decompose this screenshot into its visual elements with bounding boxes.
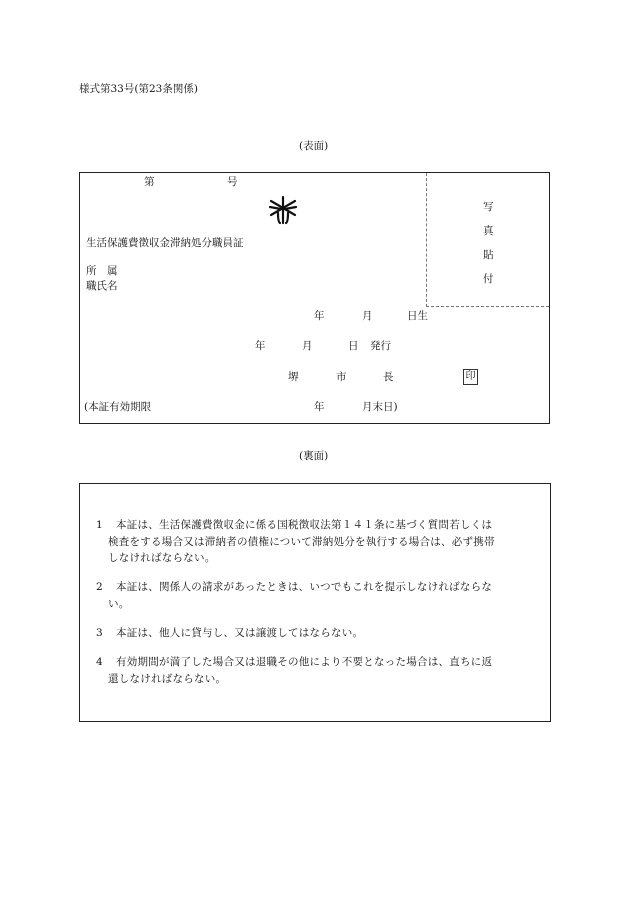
photo-label-char: 真 xyxy=(483,225,494,237)
notice-item-3 xyxy=(96,625,541,642)
validity-prefix: (本証有効期限 xyxy=(84,401,152,413)
item-number: 1 xyxy=(96,519,103,531)
item-text: 検査をする場合又は滞納者の債権について滞納処分を執行する場合は、必ず携帯 xyxy=(108,535,495,548)
issue-day: 日 xyxy=(348,340,359,352)
notice-item-1 xyxy=(96,517,541,567)
issuer-char: 長 xyxy=(383,371,394,383)
photo-label-char: 写 xyxy=(483,201,494,213)
item-number: 2 xyxy=(96,581,103,593)
issuer-char: 堺 xyxy=(288,371,299,383)
item-number: 3 xyxy=(96,627,103,639)
name-label: 職氏名 xyxy=(86,280,118,292)
form-title: 様式第33号(第23条関係) xyxy=(79,83,198,95)
affiliation-label: 所 属 xyxy=(86,265,118,277)
item-text: 本証は、他人に貸与し、又は譲渡してはならない。 xyxy=(116,627,364,639)
city-emblem-icon xyxy=(268,195,298,225)
number-prefix: 第 xyxy=(144,176,155,188)
notice-item-2 xyxy=(96,579,541,612)
birth-month: 月 xyxy=(362,310,373,322)
issue-suffix: 発行 xyxy=(370,340,391,352)
photo-label-char: 付 xyxy=(483,273,494,285)
item-text: 還しなければならない。 xyxy=(108,672,227,685)
item-text: しなければならない。 xyxy=(108,552,216,564)
birth-year: 年 xyxy=(314,310,325,322)
photo-area xyxy=(426,173,549,307)
back-side-label: (裏面) xyxy=(299,450,329,462)
validity-month: 月末日) xyxy=(362,401,398,413)
notice-item-4 xyxy=(96,654,541,687)
id-card-front xyxy=(79,172,550,424)
item-text: 有効期間が満了した場合又は退職その他により不要となった場合は、直ちに返 xyxy=(116,656,493,668)
birth-day: 日生 xyxy=(407,310,428,322)
card-title: 生活保護費徴収金滞納処分職員証 xyxy=(86,237,244,249)
issue-month: 月 xyxy=(302,340,313,352)
front-side-label: (表面) xyxy=(299,140,329,152)
issue-year: 年 xyxy=(255,340,266,352)
item-number: 4 xyxy=(96,656,103,668)
item-text: 本証は、生活保護費徴収金に係る国税徴収法第１４１条に基づく質問若しくは xyxy=(116,519,493,531)
issuer-char: 市 xyxy=(336,371,347,383)
number-suffix: 号 xyxy=(227,176,238,188)
item-text: 本証は、関係人の請求があったときは、いつでもこれを提示しなければならな xyxy=(116,581,493,593)
item-text: い。 xyxy=(108,597,130,610)
validity-year: 年 xyxy=(314,401,325,413)
seal-mark: 印 xyxy=(463,369,478,385)
photo-label-char: 貼 xyxy=(483,249,494,261)
id-card-back xyxy=(79,483,551,722)
